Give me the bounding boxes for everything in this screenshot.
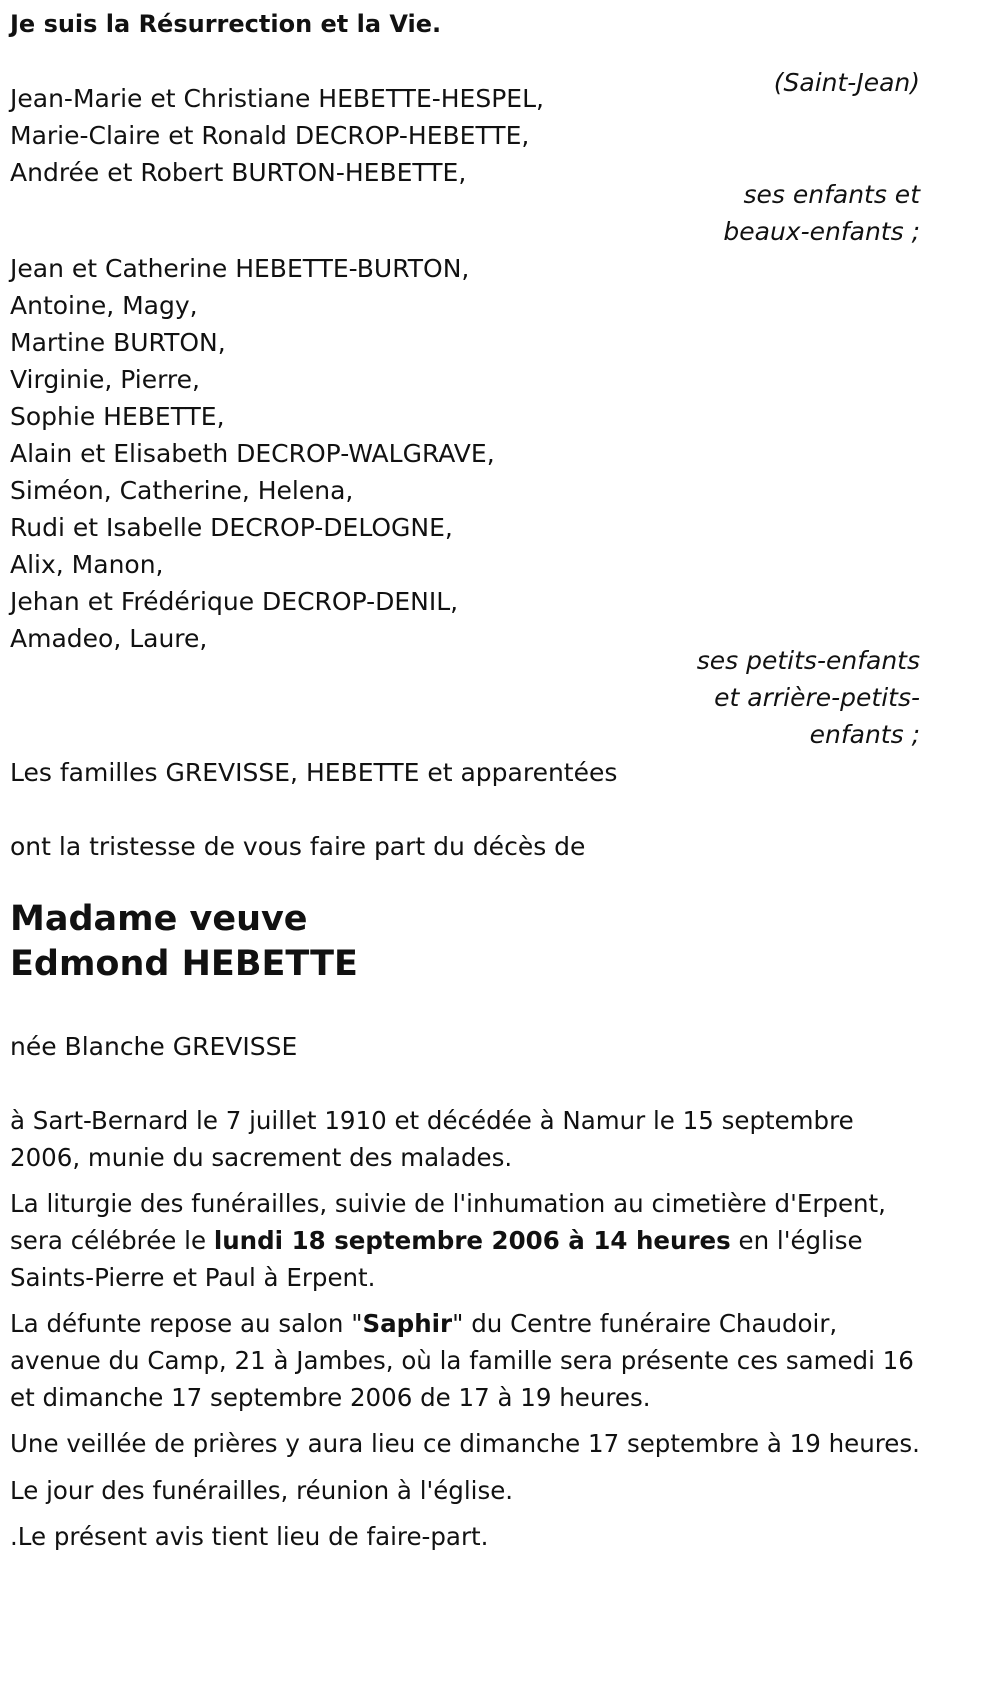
family-member: Martine BURTON, [10,328,226,357]
grandchildren-list [10,250,495,657]
families-line: Les familles GREVISSE, HEBETTE et apparentées [10,758,618,787]
funeral-date: lundi 18 septembre 2006 à 14 heures [213,1226,731,1255]
birth-death-paragraph: à Sart-Bernard le 7 juillet 1910 et décédée à Namur le 15 septembre 2006, munie du sacrement des malades. [10,1106,854,1172]
funeral-paragraph [10,1185,930,1296]
deceased-title-line: Edmond HEBETTE [10,944,358,984]
relation-line: beaux-enfants ; [723,217,920,246]
visitation-text: La défunte repose au salon " [10,1309,363,1338]
deceased-title-line: Madame veuve [10,899,308,939]
scripture-reference: (Saint-Jean) [773,68,920,97]
family-member: Andrée et Robert BURTON-HEBETTE, [10,158,467,187]
children-relation [723,176,920,250]
visitation-details: " du Centre funéraire Chaudoir, avenue du Camp, 21 à Jambes, où la famille sera présente ces samedi 16 et dimanche 17 septembre 2006 de 17 à 19 heures. [10,1309,914,1412]
family-member: Amadeo, Laure, [10,624,208,653]
salon-name: Saphir [362,1309,453,1338]
family-member: Alix, Manon, [10,550,164,579]
deceased-name [10,897,358,987]
family-member: Alain et Elisabeth DECROP-WALGRAVE, [10,439,495,468]
family-member: Jean et Catherine HEBETTE-BURTON, [10,254,470,283]
birth-name: née Blanche GREVISSE [10,1032,298,1061]
children-list [10,80,544,191]
family-member: Rudi et Isabelle DECROP-DELOGNE, [10,513,453,542]
family-member: Marie-Claire et Ronald DECROP-HEBETTE, [10,121,530,150]
announcement-line: ont la tristesse de vous faire part du décès de [10,832,586,861]
family-member: Siméon, Catherine, Helena, [10,476,354,505]
grandchildren-relation [697,642,920,753]
meeting-paragraph: Le jour des funérailles, réunion à l'église. [10,1476,514,1505]
funeral-place: en l'église Saints-Pierre et Paul à Erpent. [10,1226,863,1292]
funeral-text: La liturgie des funérailles, suivie de l'inhumation au cimetière d'Erpent, sera célébrée le [10,1189,886,1255]
family-member: Antoine, Magy, [10,291,198,320]
notice-paragraph: .Le présent avis tient lieu de faire-part. [10,1522,489,1551]
vigil-paragraph: Une veillée de prières y aura lieu ce dimanche 17 septembre à 19 heures. [10,1429,920,1458]
relation-line: ses petits-enfants [696,646,920,675]
family-member: Jehan et Frédérique DECROP-DENIL, [10,587,459,616]
relation-line: enfants ; [809,720,920,749]
relation-line: et arrière-petits- [714,683,920,712]
visitation-paragraph [10,1305,930,1416]
family-member: Jean-Marie et Christiane HEBETTE-HESPEL, [10,84,544,113]
relation-line: ses enfants et [743,180,920,209]
family-member: Sophie HEBETTE, [10,402,225,431]
bible-verse: Je suis la Résurrection et la Vie. [10,10,442,38]
family-member: Virginie, Pierre, [10,365,200,394]
